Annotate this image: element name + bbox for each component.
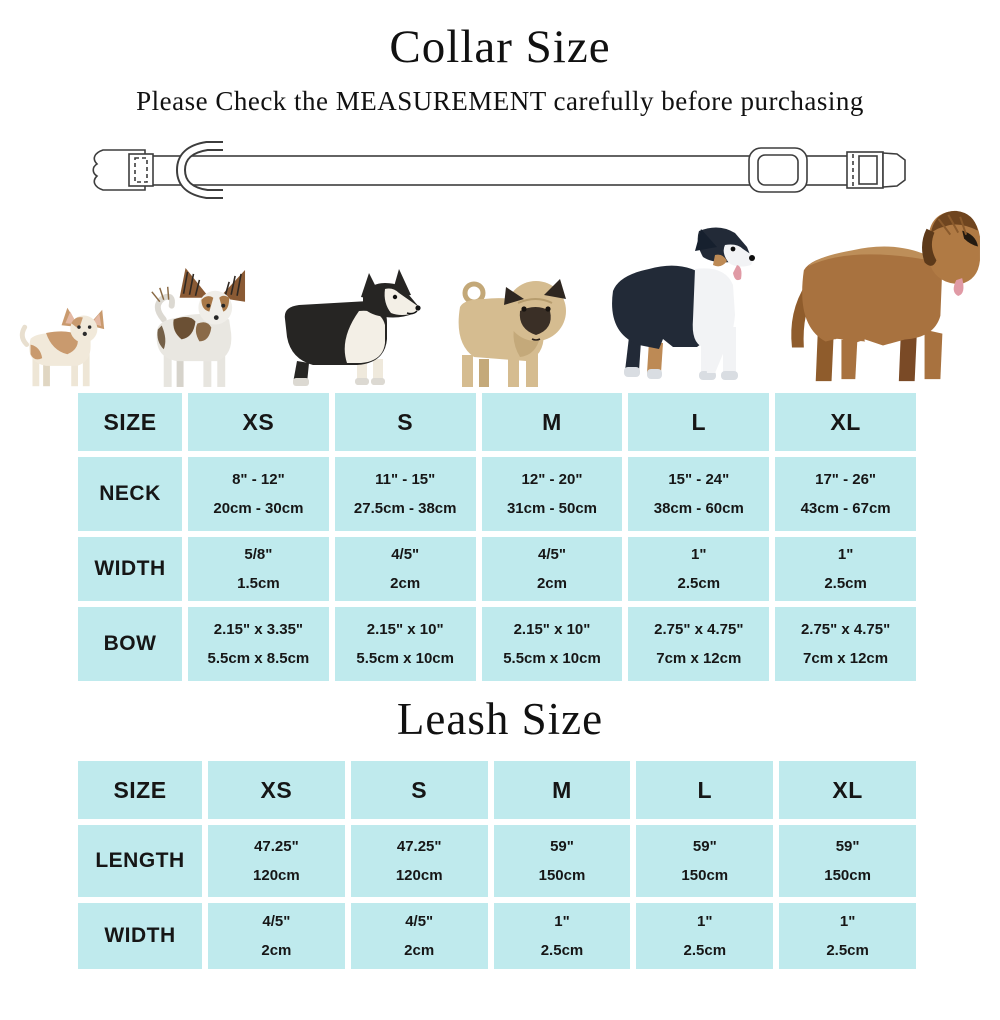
- cm-value: 2.5cm: [540, 942, 584, 959]
- cm-value: 1.5cm: [237, 575, 280, 592]
- inch-value: 8" - 12": [232, 471, 285, 488]
- collar-header-xl: XL: [775, 393, 916, 451]
- leash-header-xs: XS: [208, 761, 345, 819]
- inch-value: 1": [839, 913, 856, 930]
- cm-value: 150cm: [538, 867, 586, 884]
- collar-neck-s: [335, 457, 476, 531]
- dog-chihuahua-illustration: [17, 305, 109, 389]
- leash-width-s: [351, 903, 488, 969]
- inch-value: 2.15" x 10": [513, 621, 591, 638]
- leash-length-l: [636, 825, 773, 897]
- collar-neck-xl: [775, 457, 916, 531]
- inch-value: 2.75" x 4.75": [654, 621, 744, 638]
- cm-value: 43cm - 67cm: [800, 500, 891, 517]
- inch-value: 15" - 24": [668, 471, 730, 488]
- collar-size-title: Collar Size: [389, 21, 611, 73]
- cm-value: 2.5cm: [824, 575, 867, 592]
- collar-bow-xs: [188, 607, 329, 681]
- collar-header-xs: XS: [188, 393, 329, 451]
- leash-length-xs: [208, 825, 345, 897]
- collar-size-table: [78, 393, 916, 681]
- inch-value: 47.25": [396, 838, 442, 855]
- cm-value: 38cm - 60cm: [653, 500, 744, 517]
- inch-value: 4/5": [262, 913, 291, 930]
- collar-neck-l: [628, 457, 769, 531]
- inch-value: 1": [837, 546, 854, 563]
- collar-bow-s: [335, 607, 476, 681]
- collar-row-label-bow: BOW: [78, 607, 182, 681]
- collar-row-label-neck: NECK: [78, 457, 182, 531]
- cm-value: 150cm: [681, 867, 729, 884]
- collar-row-label-width: WIDTH: [78, 537, 182, 601]
- inch-value: 1": [554, 913, 570, 930]
- cm-value: 2cm: [261, 942, 292, 959]
- leash-width-m: [494, 903, 631, 969]
- inch-value: 1": [697, 913, 713, 930]
- inch-value: 17" - 26": [815, 471, 877, 488]
- leash-row-label-length: LENGTH: [78, 825, 202, 897]
- cm-value: 120cm: [253, 867, 300, 884]
- inch-value: 47.25": [254, 838, 299, 855]
- leash-header-xl: XL: [779, 761, 916, 819]
- cm-value: 2.5cm: [683, 942, 727, 959]
- inch-value: 1": [691, 546, 707, 563]
- inch-value: 59": [692, 838, 717, 855]
- leash-size-title: Leash Size: [396, 694, 604, 744]
- leash-length-xl: [779, 825, 916, 897]
- inch-value: 5/8": [244, 546, 273, 563]
- leash-size-table: [78, 761, 916, 969]
- cm-value: 5.5cm x 8.5cm: [207, 650, 310, 667]
- cm-value: 2cm: [404, 942, 435, 959]
- leash-header-size: SIZE: [78, 761, 202, 819]
- cm-value: 2cm: [536, 575, 567, 592]
- collar-width-xl: [775, 537, 916, 601]
- leash-length-s: [351, 825, 488, 897]
- cm-value: 150cm: [824, 867, 871, 884]
- collar-neck-xs: [188, 457, 329, 531]
- cm-value: 20cm - 30cm: [213, 500, 304, 517]
- leash-width-xs: [208, 903, 345, 969]
- leash-header-s: S: [351, 761, 488, 819]
- inch-value: 4/5": [538, 546, 566, 563]
- dog-corgi-illustration: [273, 267, 423, 389]
- cm-value: 7cm x 12cm: [656, 650, 742, 667]
- inch-value: 2.15" x 10": [366, 621, 444, 638]
- dog-pug-illustration: [448, 259, 578, 389]
- inch-value: 59": [550, 838, 574, 855]
- measurement-warning-subtitle: Please Check the MEASUREMENT carefully before purchasing: [136, 86, 864, 116]
- inch-value: 11" - 15": [375, 471, 436, 488]
- inch-value: 2.15" x 3.35": [213, 621, 304, 638]
- inch-value: 4/5": [405, 913, 434, 930]
- cm-value: 120cm: [395, 867, 443, 884]
- collar-header-l: L: [628, 393, 769, 451]
- cm-value: 31cm - 50cm: [506, 500, 598, 517]
- leash-header-m: M: [494, 761, 631, 819]
- collar-width-xs: [188, 537, 329, 601]
- collar-bow-xl: [775, 607, 916, 681]
- leash-header-l: L: [636, 761, 773, 819]
- inch-value: 4/5": [391, 546, 420, 563]
- leash-length-m: [494, 825, 631, 897]
- cm-value: 7cm x 12cm: [803, 650, 889, 667]
- collar-illustration: [89, 141, 911, 199]
- cm-value: 5.5cm x 10cm: [503, 650, 601, 667]
- dog-briard-illustration: [783, 201, 983, 389]
- collar-neck-m: [482, 457, 623, 531]
- collar-width-m: [482, 537, 623, 601]
- collar-header-size: SIZE: [78, 393, 182, 451]
- leash-row-label-width: WIDTH: [78, 903, 202, 969]
- collar-bow-m: [482, 607, 623, 681]
- leash-width-l: [636, 903, 773, 969]
- collar-width-l: [628, 537, 769, 601]
- collar-width-s: [335, 537, 476, 601]
- cm-value: 2cm: [390, 575, 421, 592]
- dog-size-lineup: [15, 199, 985, 389]
- collar-header-m: M: [482, 393, 623, 451]
- cm-value: 5.5cm x 10cm: [356, 650, 454, 667]
- cm-value: 2.5cm: [826, 942, 869, 959]
- cm-value: 2.5cm: [677, 575, 721, 592]
- dog-papillon-illustration: [134, 262, 248, 389]
- dog-australian-shepherd-illustration: [603, 221, 758, 389]
- collar-header-s: S: [335, 393, 476, 451]
- inch-value: 59": [835, 838, 860, 855]
- collar-bow-l: [628, 607, 769, 681]
- leash-width-xl: [779, 903, 916, 969]
- inch-value: 12" - 20": [521, 471, 583, 488]
- inch-value: 2.75" x 4.75": [800, 621, 891, 638]
- cm-value: 27.5cm - 38cm: [353, 500, 457, 517]
